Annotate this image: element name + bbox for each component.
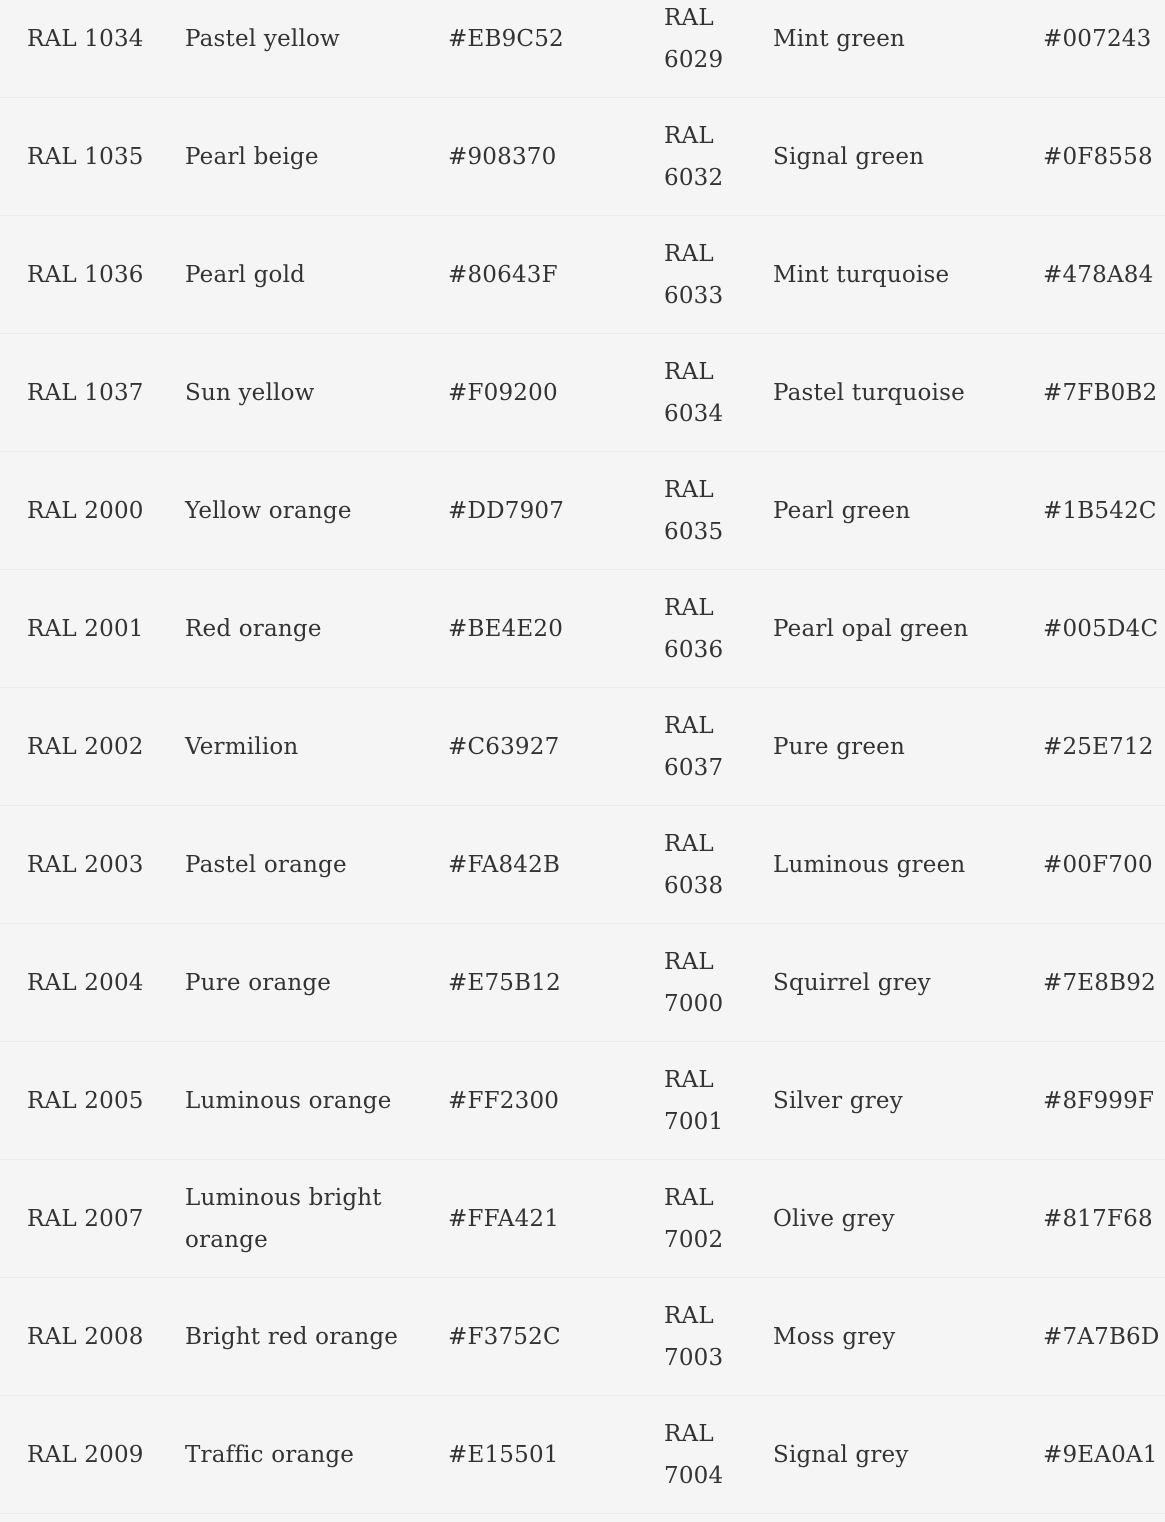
left-hex-code: #FFA421 — [448, 1206, 560, 1232]
left-color-name: Sun yellow — [185, 380, 315, 406]
right-color-name: Moss grey — [773, 1324, 896, 1350]
left-hex-code: #E75B12 — [448, 970, 561, 996]
table-row — [0, 98, 1165, 216]
right-color-name: Luminous green — [773, 852, 966, 878]
right-color-name: Signal grey — [773, 1442, 909, 1468]
left-ral-code: RAL 2005 — [27, 1088, 144, 1114]
left-color-name: Pure orange — [185, 970, 332, 996]
table-row — [0, 570, 1165, 688]
right-ral-code: RAL 7004 — [664, 1421, 724, 1489]
left-color-name: Bright red orange — [185, 1324, 399, 1350]
right-ral-code: RAL 6033 — [664, 241, 724, 309]
left-ral-code: RAL 1034 — [27, 26, 144, 52]
right-ral-code: RAL 7001 — [664, 1067, 724, 1135]
left-ral-code: RAL 2003 — [27, 852, 144, 878]
left-ral-code: RAL 2007 — [27, 1206, 144, 1232]
right-color-name: Mint green — [773, 26, 906, 52]
right-color-name: Pearl green — [773, 498, 911, 524]
left-hex-code: #80643F — [448, 262, 558, 288]
left-ral-code: RAL 1036 — [27, 262, 144, 288]
left-hex-code: #908370 — [448, 144, 557, 170]
right-hex-code: #00F700 — [1043, 852, 1153, 878]
left-ral-code: RAL 2004 — [27, 970, 144, 996]
table-row — [0, 924, 1165, 1042]
right-color-name: Mint turquoise — [773, 262, 950, 288]
left-color-name: Vermilion — [185, 734, 299, 760]
right-hex-code: #1B542C — [1043, 498, 1157, 524]
right-color-name: Pastel turquoise — [773, 380, 965, 406]
left-hex-code: #BE4E20 — [448, 616, 564, 642]
right-hex-code: #7E8B92 — [1043, 970, 1156, 996]
right-ral-code: RAL 6029 — [664, 5, 724, 73]
right-color-name: Pure green — [773, 734, 905, 760]
right-ral-code: RAL 6032 — [664, 123, 724, 191]
right-color-name: Silver grey — [773, 1088, 903, 1114]
table-row — [0, 1278, 1165, 1396]
left-color-name: Red orange — [185, 616, 322, 642]
right-hex-code: #007243 — [1043, 26, 1152, 52]
right-ral-code: RAL 6035 — [664, 477, 724, 545]
left-color-name: Traffic orange — [185, 1442, 355, 1468]
left-hex-code: #DD7907 — [448, 498, 565, 524]
left-hex-code: #FA842B — [448, 852, 561, 878]
right-ral-code: RAL 6034 — [664, 359, 724, 427]
table-row — [0, 452, 1165, 570]
right-hex-code: #8F999F — [1043, 1088, 1155, 1114]
right-hex-code: #817F68 — [1043, 1206, 1153, 1232]
right-hex-code: #9EA0A1 — [1043, 1442, 1158, 1468]
right-ral-code: RAL 7003 — [664, 1303, 724, 1371]
right-ral-code: RAL 6037 — [664, 713, 724, 781]
right-ral-code: RAL 6038 — [664, 831, 724, 899]
left-hex-code: #EB9C52 — [448, 26, 564, 52]
left-color-name: Pearl beige — [185, 144, 319, 170]
left-ral-code: RAL 2000 — [27, 498, 144, 524]
table-row — [0, 806, 1165, 924]
right-color-name: Pearl opal green — [773, 616, 969, 642]
table-row — [0, 0, 1165, 98]
right-hex-code: #7A7B6D — [1043, 1324, 1160, 1350]
right-hex-code: #005D4C — [1043, 616, 1159, 642]
table-row — [0, 1160, 1165, 1278]
table-row — [0, 1396, 1165, 1514]
right-color-name: Signal green — [773, 144, 925, 170]
left-ral-code: RAL 1037 — [27, 380, 144, 406]
table-row — [0, 334, 1165, 452]
left-ral-code: RAL 2009 — [27, 1442, 144, 1468]
right-color-name: Olive grey — [773, 1206, 895, 1232]
right-hex-code: #7FB0B2 — [1043, 380, 1158, 406]
left-ral-code: RAL 2008 — [27, 1324, 144, 1350]
left-color-name: Pastel orange — [185, 852, 347, 878]
left-ral-code: RAL 2001 — [27, 616, 144, 642]
left-hex-code: #F3752C — [448, 1324, 561, 1350]
left-color-name: Luminous bright orange — [185, 1185, 382, 1253]
left-color-name: Luminous orange — [185, 1088, 392, 1114]
left-hex-code: #FF2300 — [448, 1088, 560, 1114]
left-color-name: Yellow orange — [185, 498, 352, 524]
right-hex-code: #478A84 — [1043, 262, 1154, 288]
left-hex-code: #E15501 — [448, 1442, 559, 1468]
right-ral-code: RAL 7000 — [664, 949, 724, 1017]
table-row — [0, 688, 1165, 806]
right-ral-code: RAL 7002 — [664, 1185, 724, 1253]
left-ral-code: RAL 1035 — [27, 144, 144, 170]
right-color-name: Squirrel grey — [773, 970, 931, 996]
table-row — [0, 216, 1165, 334]
left-hex-code: #C63927 — [448, 734, 560, 760]
left-color-name: Pastel yellow — [185, 26, 340, 52]
right-hex-code: #25E712 — [1043, 734, 1154, 760]
left-hex-code: #F09200 — [448, 380, 558, 406]
right-hex-code: #0F8558 — [1043, 144, 1153, 170]
table-row — [0, 1042, 1165, 1160]
right-ral-code: RAL 6036 — [664, 595, 724, 663]
left-ral-code: RAL 2002 — [27, 734, 144, 760]
left-color-name: Pearl gold — [185, 262, 306, 288]
